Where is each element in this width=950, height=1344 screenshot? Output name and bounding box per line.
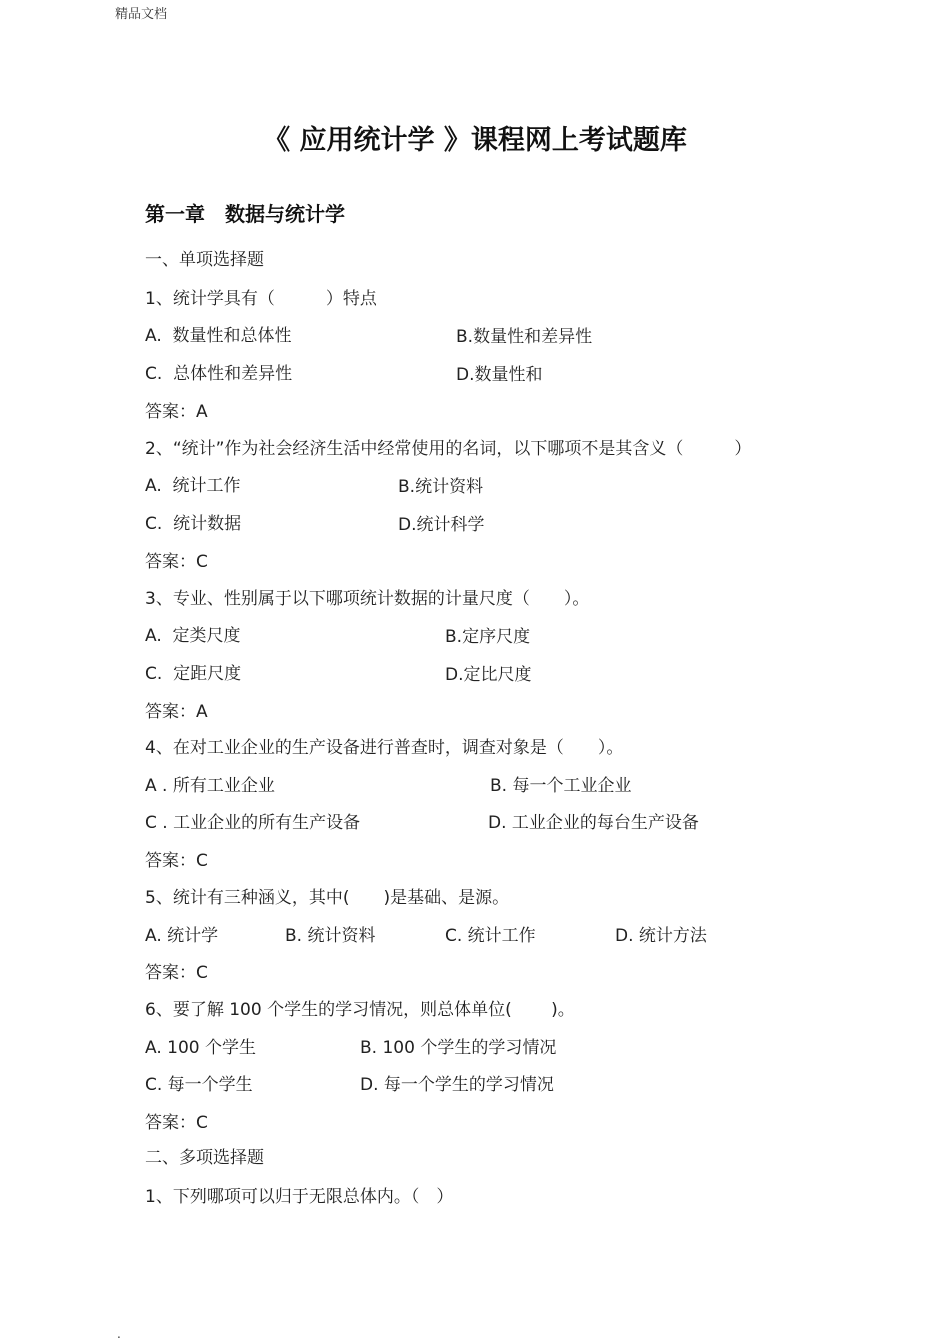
option-a: A. 100 个学生 [145, 1038, 256, 1058]
section-heading-multi-choice: 二、多项选择题 [145, 1148, 264, 1168]
answer: 答案：A [145, 702, 208, 722]
question-stem: 1、统计学具有（ ）特点 [145, 289, 377, 309]
question-stem: 5、统计有三种涵义，其中( )是基础、是源。 [145, 888, 510, 908]
option-c: C. 每一个学生 [145, 1075, 253, 1095]
option-d: D.定比尺度 [445, 665, 532, 685]
option-a: A. 统计工作 [145, 476, 241, 496]
option-c: C. 统计数据 [145, 514, 242, 534]
question-stem: 4、在对工业企业的生产设备进行普查时，调查对象是（ ）。 [145, 738, 624, 758]
option-a: A. 数量性和总体性 [145, 326, 292, 346]
header-label: 精品文档 [115, 7, 168, 22]
option-c: C. 总体性和差异性 [145, 364, 293, 384]
option-d: D.数量性和 [456, 365, 543, 385]
option-b: B. 统计资料 [285, 926, 376, 946]
option-d: D. 每一个学生的学习情况 [360, 1075, 554, 1095]
answer: 答案：C [145, 552, 208, 572]
document-title: 《 应用统计学 》课程网上考试题库 [263, 125, 687, 156]
section-heading-single-choice: 一、单项选择题 [145, 250, 264, 270]
option-b: B. 每一个工业企业 [490, 776, 632, 796]
option-b: B.统计资料 [398, 477, 484, 497]
option-c: C. 统计工作 [445, 926, 536, 946]
option-a: A. 统计学 [145, 926, 219, 946]
footer-mark: . [117, 1327, 121, 1341]
question-stem: 6、要了解 100 个学生的学习情况，则总体单位( )。 [145, 1000, 575, 1020]
chapter-title: 第一章 数据与统计学 [145, 202, 345, 226]
option-b: B.定序尺度 [445, 627, 531, 647]
answer: 答案：A [145, 402, 208, 422]
option-d: D.统计科学 [398, 515, 485, 535]
option-a: A . 所有工业企业 [145, 776, 275, 796]
option-d: D. 工业企业的每台生产设备 [488, 813, 699, 833]
option-c: C . 工业企业的所有生产设备 [145, 813, 361, 833]
question-stem: 2、“统计”作为社会经济生活中经常使用的名词，以下哪项不是其含义（ ） [145, 439, 752, 459]
answer: 答案：C [145, 1113, 208, 1133]
answer: 答案：C [145, 851, 208, 871]
option-d: D. 统计方法 [615, 926, 707, 946]
option-b: B. 100 个学生的学习情况 [360, 1038, 557, 1058]
option-a: A. 定类尺度 [145, 626, 241, 646]
question-stem: 1、下列哪项可以归于无限总体内。（ ） [145, 1187, 454, 1207]
question-stem: 3、专业、性别属于以下哪项统计数据的计量尺度（ ）。 [145, 589, 590, 609]
option-b: B.数量性和差异性 [456, 327, 593, 347]
answer: 答案：C [145, 963, 208, 983]
option-c: C. 定距尺度 [145, 664, 242, 684]
